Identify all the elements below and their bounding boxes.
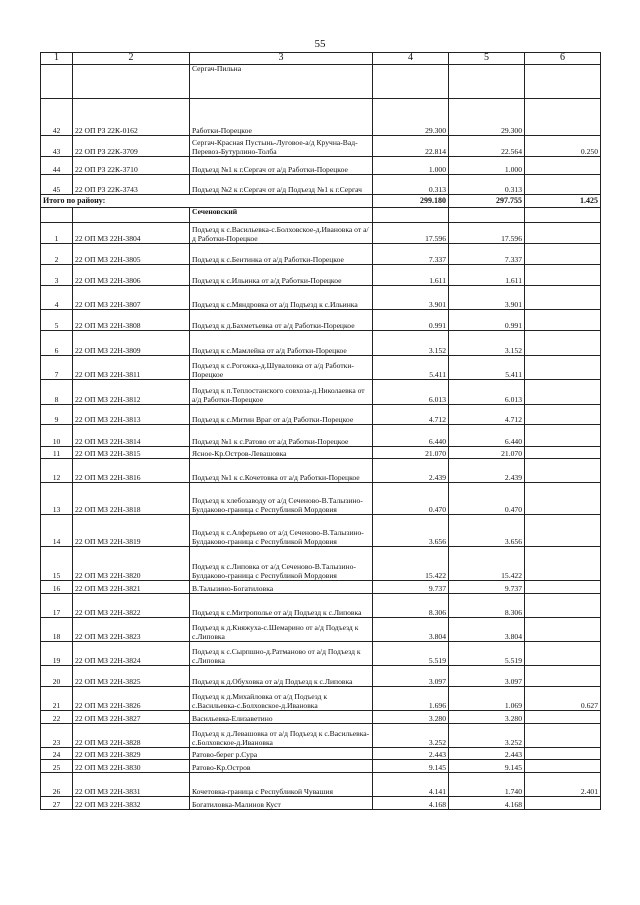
road-name: Подъезд к с.Ильинка от а/д Работки-Порецкое [190, 265, 373, 286]
road-name: Подъезд к с.Сырпшно-д.Ратманово от а/д Подъезд к с.Липовка [190, 642, 373, 666]
total-length: 0.991 [373, 310, 449, 331]
table-row [41, 483, 601, 515]
road-code: 22 ОП МЗ 22Н-3827 [73, 711, 190, 724]
row-number: 9 [41, 405, 73, 425]
road-name: Подъезд к с.Липовка от а/д Сеченово-В.Талызино-Булдаково-граница с Республикой Мордовия [190, 547, 373, 581]
table-row [41, 331, 601, 356]
road-code: 22 ОП МЗ 22Н-3830 [73, 760, 190, 773]
other-length [525, 724, 601, 748]
paved-length: 15.422 [449, 547, 525, 581]
row-number: 4 [41, 286, 73, 310]
empty-cell [449, 208, 525, 223]
other-length: 0.250 [525, 136, 601, 157]
paved-length: 21.070 [449, 447, 525, 459]
other-length [525, 797, 601, 810]
empty-cell [373, 208, 449, 223]
total-length: 6.440 [373, 425, 449, 447]
paved-length: 6.013 [449, 380, 525, 405]
other-length [525, 447, 601, 459]
row-number: 27 [41, 797, 73, 810]
road-code: 22 ОП МЗ 22Н-3812 [73, 380, 190, 405]
other-length [525, 581, 601, 594]
paved-length: 3.901 [449, 286, 525, 310]
road-name: Васильевка-Елизаветино [190, 711, 373, 724]
paved-length: 2.439 [449, 459, 525, 483]
paved-length: 22.564 [449, 136, 525, 157]
road-code: 22 ОП МЗ 22Н-3820 [73, 547, 190, 581]
continuation-row [41, 65, 601, 99]
header-cell: 1 [41, 53, 73, 65]
road-code: 22 ОП МЗ 22Н-3813 [73, 405, 190, 425]
row-number: 45 [41, 175, 73, 195]
total-length: 29.300 [373, 99, 449, 136]
table-row [41, 581, 601, 594]
road-code: 22 ОП МЗ 22Н-3824 [73, 642, 190, 666]
paved-length: 8.306 [449, 594, 525, 618]
row-number: 42 [41, 99, 73, 136]
road-name: Подъезд к с.Рогожка-д.Шуваловка от а/д Работки-Порецкое [190, 356, 373, 380]
road-name: Подъезд к с.Митрополье от а/д Подъезд к с.Липовка [190, 594, 373, 618]
total-length: 5.519 [373, 642, 449, 666]
paved-length: 7.337 [449, 244, 525, 265]
paved-length: 4.712 [449, 405, 525, 425]
other-length [525, 748, 601, 760]
road-name: Подъезд к с.Бентинка от а/д Работки-Порецкое [190, 244, 373, 265]
road-name: Подъезд к хлебозаводу от а/д Сеченово-В.Талызино-Булдаково-граница с Республикой Мордовия [190, 483, 373, 515]
table-row [41, 594, 601, 618]
header-cell: 2 [73, 53, 190, 65]
other-length: 0.627 [525, 687, 601, 711]
other-length [525, 666, 601, 687]
total-length: 8.306 [373, 594, 449, 618]
total-length: 1.611 [373, 265, 449, 286]
other-length [525, 310, 601, 331]
header-cell: 3 [190, 53, 373, 65]
table-row [41, 425, 601, 447]
paved-length: 3.252 [449, 724, 525, 748]
road-name: Богатиловка-Малинов Куст [190, 797, 373, 810]
road-code: 22 ОП МЗ 22Н-3818 [73, 483, 190, 515]
row-number: 19 [41, 642, 73, 666]
total-length: 3.804 [373, 618, 449, 642]
row-number: 20 [41, 666, 73, 687]
road-name: Подъезд к д.Княжуха-с.Шемарино от а/д Подъезд к с.Липовка [190, 618, 373, 642]
total-length: 4.168 [373, 797, 449, 810]
road-name: Сергач-Красная Пустынь-Луговое-а/д Кручна-Вад-Перевоз-Бутурлино-Толба [190, 136, 373, 157]
road-name: Сергач-Пильна [190, 65, 373, 99]
table-row [41, 618, 601, 642]
other-length [525, 425, 601, 447]
total-other-length: 1.425 [525, 195, 601, 208]
header-cell: 5 [449, 53, 525, 65]
table-row [41, 244, 601, 265]
total-length: 3.280 [373, 711, 449, 724]
road-code: 22 ОП МЗ 22Н-3825 [73, 666, 190, 687]
row-number: 7 [41, 356, 73, 380]
total-length: 22.814 [373, 136, 449, 157]
total-length: 17.596 [373, 223, 449, 244]
empty-cell [41, 208, 73, 223]
page-number: 55 [314, 38, 326, 50]
row-number: 2 [41, 244, 73, 265]
row-number: 44 [41, 157, 73, 175]
paved-length: 3.280 [449, 711, 525, 724]
total-length: 0.313 [373, 175, 449, 195]
row-number: 21 [41, 687, 73, 711]
header-row [41, 53, 601, 65]
road-name: Подъезд №2 к г.Сергач от а/д Подъезд №1 к г.Сергач [190, 175, 373, 195]
total-length: 299.180 [373, 195, 449, 208]
total-length: 21.070 [373, 447, 449, 459]
table-row [41, 547, 601, 581]
road-code: 22 ОП РЗ 22К-3709 [73, 136, 190, 157]
table-row [41, 748, 601, 760]
other-length [525, 515, 601, 547]
road-name: Ратово-берег р.Сура [190, 748, 373, 760]
row-number: 15 [41, 547, 73, 581]
row-number: 11 [41, 447, 73, 459]
road-name: Ратово-Кр.Остров [190, 760, 373, 773]
other-length [525, 483, 601, 515]
other-length [525, 547, 601, 581]
total-length: 4.712 [373, 405, 449, 425]
row-number: 12 [41, 459, 73, 483]
total-length: 3.097 [373, 666, 449, 687]
road-code: 22 ОП МЗ 22Н-3823 [73, 618, 190, 642]
road-name: Кочетовка-граница с Республикой Чувашия [190, 773, 373, 797]
row-number: 16 [41, 581, 73, 594]
row-number: 3 [41, 265, 73, 286]
paved-length: 1.740 [449, 773, 525, 797]
total-paved-length: 297.755 [449, 195, 525, 208]
other-length [525, 380, 601, 405]
other-length: 2.401 [525, 773, 601, 797]
table-row [41, 405, 601, 425]
paved-length: 5.519 [449, 642, 525, 666]
row-number: 26 [41, 773, 73, 797]
total-length: 0.470 [373, 483, 449, 515]
row-number: 23 [41, 724, 73, 748]
road-code: 22 ОП РЗ 22К-3710 [73, 157, 190, 175]
paved-length: 1.000 [449, 157, 525, 175]
table-row [41, 773, 601, 797]
road-code: 22 ОП МЗ 22Н-3831 [73, 773, 190, 797]
paved-length: 4.168 [449, 797, 525, 810]
table-row [41, 356, 601, 380]
road-code: 22 ОП МЗ 22Н-3819 [73, 515, 190, 547]
total-length: 1.696 [373, 687, 449, 711]
paved-length: 3.804 [449, 618, 525, 642]
district-name: Сеченовский [190, 208, 373, 223]
road-name: Подъезд к д.Левашовка от а/д Подъезд к с.Васильевка-с.Болховское-д.Ивановка [190, 724, 373, 748]
paved-length: 6.440 [449, 425, 525, 447]
total-length: 2.439 [373, 459, 449, 483]
paved-length: 1.611 [449, 265, 525, 286]
table-row [41, 642, 601, 666]
other-length [525, 356, 601, 380]
table-row [41, 711, 601, 724]
other-length [525, 244, 601, 265]
other-length [525, 459, 601, 483]
road-code: 22 ОП МЗ 22Н-3808 [73, 310, 190, 331]
other-length [525, 175, 601, 195]
road-code: 22 ОП МЗ 22Н-3804 [73, 223, 190, 244]
paved-length: 17.596 [449, 223, 525, 244]
total-length: 7.337 [373, 244, 449, 265]
road-name: Подъезд к п.Теплостанского совхоза-д.Николаевка от а/д Работки-Порецкое [190, 380, 373, 405]
row-number: 13 [41, 483, 73, 515]
row-number: 22 [41, 711, 73, 724]
table-row [41, 175, 601, 195]
other-length [525, 642, 601, 666]
table-row [41, 447, 601, 459]
table-row [41, 223, 601, 244]
total-length: 9.737 [373, 581, 449, 594]
row-number: 1 [41, 223, 73, 244]
table-row [41, 310, 601, 331]
total-length: 1.000 [373, 157, 449, 175]
table-row [41, 286, 601, 310]
paved-length: 1.069 [449, 687, 525, 711]
road-code: 22 ОП МЗ 22Н-3811 [73, 356, 190, 380]
total-length: 15.422 [373, 547, 449, 581]
paved-length: 3.152 [449, 331, 525, 356]
paved-length: 0.470 [449, 483, 525, 515]
table-row [41, 136, 601, 157]
paved-length: 29.300 [449, 99, 525, 136]
other-length [525, 157, 601, 175]
paved-length: 3.656 [449, 515, 525, 547]
total-length: 3.152 [373, 331, 449, 356]
row-number: 43 [41, 136, 73, 157]
table-row [41, 380, 601, 405]
other-length [525, 618, 601, 642]
road-code: 22 ОП МЗ 22Н-3832 [73, 797, 190, 810]
other-length [525, 760, 601, 773]
total-length: 3.901 [373, 286, 449, 310]
road-code: 22 ОП МЗ 22Н-3806 [73, 265, 190, 286]
total-length: 2.443 [373, 748, 449, 760]
road-name: Ясное-Кр.Остров-Левашовка [190, 447, 373, 459]
road-code: 22 ОП МЗ 22Н-3826 [73, 687, 190, 711]
road-code: 22 ОП РЗ 22К-0162 [73, 99, 190, 136]
row-number: 18 [41, 618, 73, 642]
total-label: Итого по району: [41, 195, 373, 208]
table-row [41, 515, 601, 547]
road-name: В.Талызино-Богатиловка [190, 581, 373, 594]
row-number: 10 [41, 425, 73, 447]
road-name: Подъезд к д.Михайловка от а/д Подъезд к с.Васильевка-с.Болховское-д.Ивановка [190, 687, 373, 711]
table-row [41, 760, 601, 773]
empty-cell [525, 208, 601, 223]
table-row [41, 265, 601, 286]
row-number: 5 [41, 310, 73, 331]
paved-length: 3.097 [449, 666, 525, 687]
total-length: 3.252 [373, 724, 449, 748]
row-number: 14 [41, 515, 73, 547]
table-row [41, 459, 601, 483]
header-cell: 6 [525, 53, 601, 65]
road-code: 22 ОП МЗ 22Н-3828 [73, 724, 190, 748]
paved-length: 0.991 [449, 310, 525, 331]
road-code: 22 ОП МЗ 22Н-3807 [73, 286, 190, 310]
district-row [41, 208, 601, 223]
total-length: 3.656 [373, 515, 449, 547]
row-number: 6 [41, 331, 73, 356]
road-code: 22 ОП МЗ 22Н-3821 [73, 581, 190, 594]
road-code: 22 ОП МЗ 22Н-3829 [73, 748, 190, 760]
road-name: Подъезд к с.Мяндровка от а/д Подъезд к с.Ильинка [190, 286, 373, 310]
table-row [41, 99, 601, 136]
other-length [525, 99, 601, 136]
table-row [41, 687, 601, 711]
road-name: Подъезд №1 к с.Ратово от а/д Работки-Порецкое [190, 425, 373, 447]
other-length [525, 286, 601, 310]
row-number: 8 [41, 380, 73, 405]
road-name: Работки-Порецкое [190, 99, 373, 136]
other-length [525, 405, 601, 425]
road-name: Подъезд к д.Обуховка от а/д Подъезд к с.Липовка [190, 666, 373, 687]
road-name: Подъезд к с.Митин Враг от а/д Работки-Порецкое [190, 405, 373, 425]
road-code: 22 ОП МЗ 22Н-3822 [73, 594, 190, 618]
empty-cell [73, 208, 190, 223]
paved-length: 9.737 [449, 581, 525, 594]
total-length: 9.145 [373, 760, 449, 773]
road-name: Подъезд к д.Бахметьевка от а/д Работки-Порецкое [190, 310, 373, 331]
total-row [41, 195, 601, 208]
other-length [525, 594, 601, 618]
header-cell: 4 [373, 53, 449, 65]
other-length [525, 223, 601, 244]
total-length: 5.411 [373, 356, 449, 380]
road-name: Подъезд к с.Мамлейка от а/д Работки-Порецкое [190, 331, 373, 356]
road-name: Подъезд к с.Васильевка-с.Болховское-д.Ивановка от а/д Работки-Порецкое [190, 223, 373, 244]
road-name: Подъезд №1 к с.Кочетовка от а/д Работки-Порецкое [190, 459, 373, 483]
road-name: Подъезд №1 к г.Сергач от а/д Работки-Порецкое [190, 157, 373, 175]
other-length [525, 265, 601, 286]
table-row [41, 797, 601, 810]
paved-length: 9.145 [449, 760, 525, 773]
row-number: 25 [41, 760, 73, 773]
row-number: 17 [41, 594, 73, 618]
paved-length: 2.443 [449, 748, 525, 760]
paved-length: 5.411 [449, 356, 525, 380]
other-length [525, 711, 601, 724]
road-code: 22 ОП МЗ 22Н-3816 [73, 459, 190, 483]
table-row [41, 157, 601, 175]
total-length: 4.141 [373, 773, 449, 797]
road-code: 22 ОП МЗ 22Н-3805 [73, 244, 190, 265]
other-length [525, 331, 601, 356]
road-code: 22 ОП РЗ 22К-3743 [73, 175, 190, 195]
total-length: 6.013 [373, 380, 449, 405]
row-number: 24 [41, 748, 73, 760]
road-code: 22 ОП МЗ 22Н-3814 [73, 425, 190, 447]
paved-length: 0.313 [449, 175, 525, 195]
table-row [41, 724, 601, 748]
road-code: 22 ОП МЗ 22Н-3809 [73, 331, 190, 356]
table-row [41, 666, 601, 687]
roads-table [40, 52, 601, 810]
road-name: Подъезд к с.Алферьево от а/д Сеченово-В.Талызино-Булдаково-граница с Республикой Мордовия [190, 515, 373, 547]
road-code: 22 ОП МЗ 22Н-3815 [73, 447, 190, 459]
